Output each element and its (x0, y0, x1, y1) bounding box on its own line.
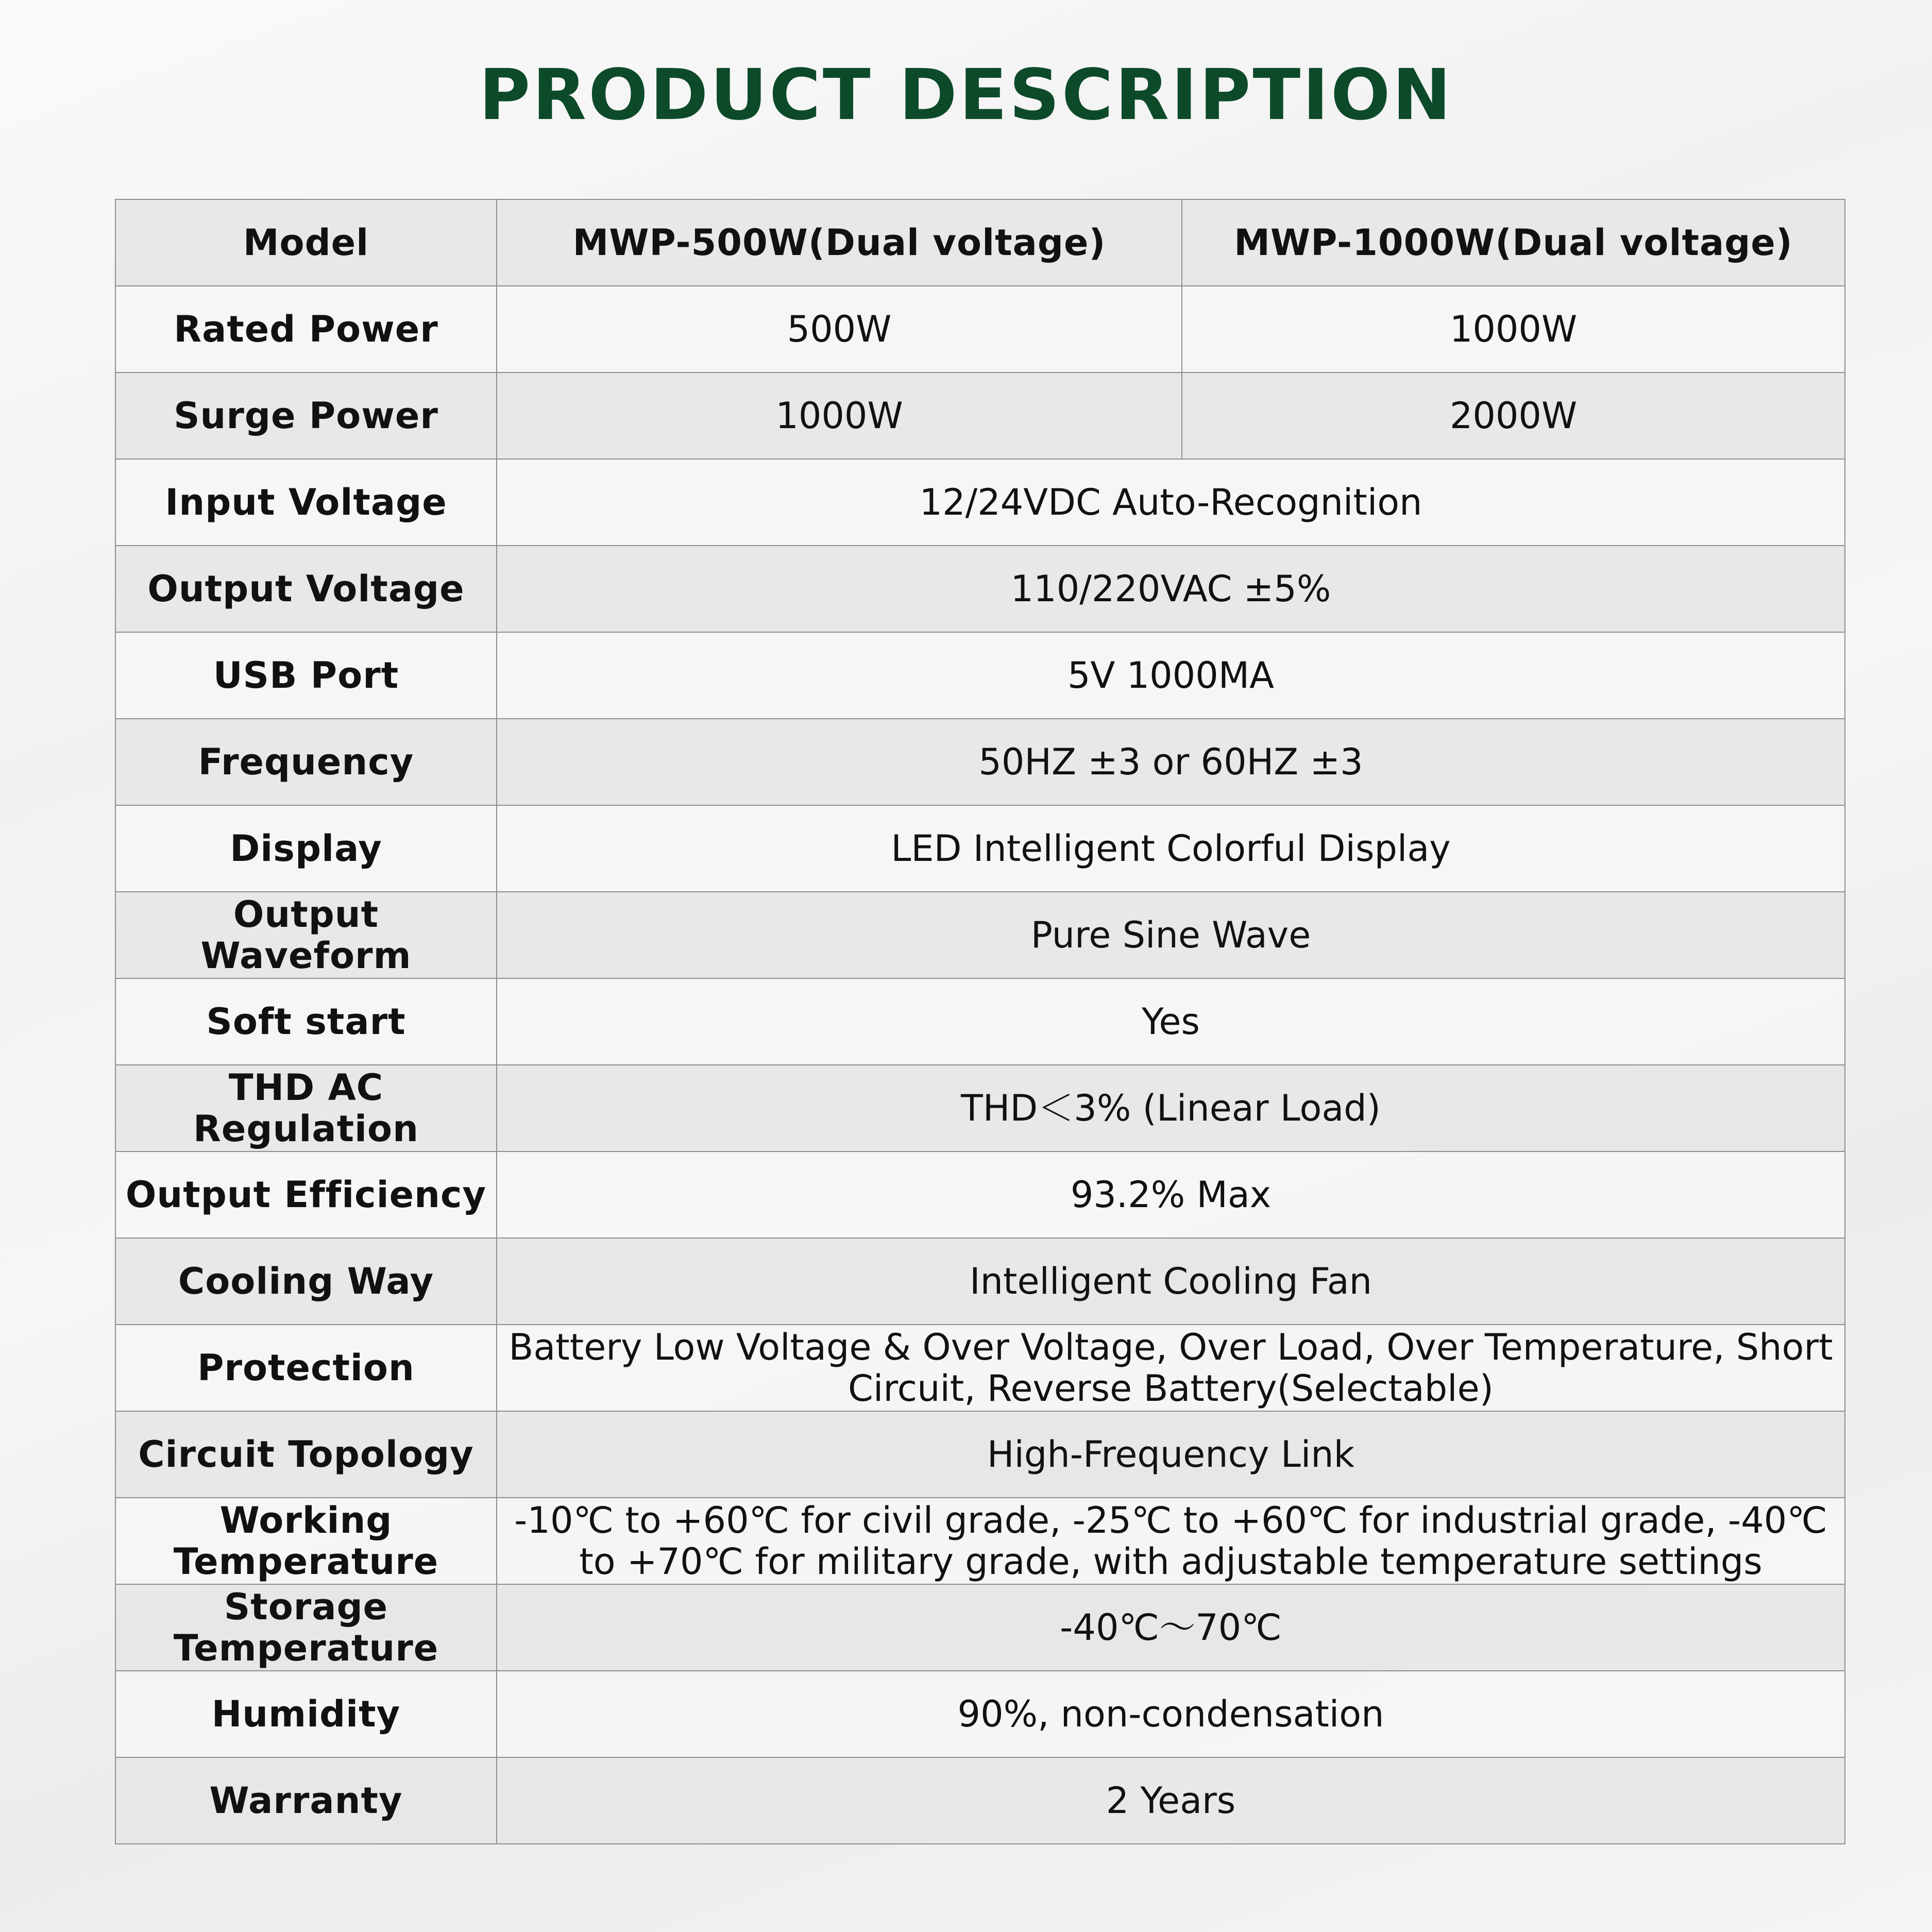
row-value: -10℃ to +60℃ for civil grade, -25℃ to +60℃ for industrial grade, -40℃ to +70℃ for military grade, with adjustable temperature settings (497, 1498, 1845, 1584)
row-label: Circuit Topology (115, 1411, 497, 1498)
row-value-1000w: 1000W (1182, 286, 1845, 372)
row-label: Protection (115, 1325, 497, 1411)
row-value: -40℃～70℃ (497, 1584, 1845, 1671)
row-value: THD＜3% (Linear Load) (497, 1065, 1845, 1151)
table-row (115, 1325, 1845, 1411)
table-row (115, 978, 1845, 1065)
row-value: Yes (497, 978, 1845, 1065)
table-row (115, 286, 1845, 372)
row-label: Output Voltage (115, 546, 497, 632)
row-label: THD AC Regulation (115, 1065, 497, 1151)
row-value-500w: 500W (497, 286, 1182, 372)
row-label: Storage Temperature (115, 1584, 497, 1671)
row-value: 50HZ ±3 or 60HZ ±3 (497, 719, 1845, 805)
row-value-1000w: 2000W (1182, 372, 1845, 459)
row-value: 90%, non-condensation (497, 1671, 1845, 1757)
row-value: Pure Sine Wave (497, 892, 1845, 978)
row-value-500w: 1000W (497, 372, 1182, 459)
table-row (115, 546, 1845, 632)
row-label: Warranty (115, 1757, 497, 1844)
row-value: LED Intelligent Colorful Display (497, 805, 1845, 892)
row-label: Frequency (115, 719, 497, 805)
row-label: USB Port (115, 632, 497, 719)
row-label: Soft start (115, 978, 497, 1065)
table-row (115, 892, 1845, 978)
table-row (115, 1411, 1845, 1498)
row-label: Output Waveform (115, 892, 497, 978)
row-label: Rated Power (115, 286, 497, 372)
table-row (115, 1065, 1845, 1151)
page-title: PRODUCT DESCRIPTION (479, 55, 1453, 136)
row-value: 12/24VDC Auto-Recognition (497, 459, 1845, 546)
spec-table (115, 199, 1845, 1844)
table-row (115, 1584, 1845, 1671)
row-label: Cooling Way (115, 1238, 497, 1325)
row-label: Humidity (115, 1671, 497, 1757)
row-value: 5V 1000MA (497, 632, 1845, 719)
row-value: 2 Years (497, 1757, 1845, 1844)
row-value: High-Frequency Link (497, 1411, 1845, 1498)
table-row (115, 632, 1845, 719)
header-model-1000w: MWP-1000W(Dual voltage) (1182, 199, 1845, 286)
table-row (115, 1671, 1845, 1757)
table-row (115, 719, 1845, 805)
row-label: Display (115, 805, 497, 892)
row-label: Input Voltage (115, 459, 497, 546)
row-label: Surge Power (115, 372, 497, 459)
row-value: Battery Low Voltage & Over Voltage, Over Load, Over Temperature, Short Circuit, Reverse Battery(Selectable) (497, 1325, 1845, 1411)
row-value: 110/220VAC ±5% (497, 546, 1845, 632)
table-row (115, 1151, 1845, 1238)
table-row (115, 1238, 1845, 1325)
table-row (115, 1498, 1845, 1584)
table-row (115, 372, 1845, 459)
row-label: Working Temperature (115, 1498, 497, 1584)
row-label: Output Efficiency (115, 1151, 497, 1238)
table-row (115, 459, 1845, 546)
table-row (115, 805, 1845, 892)
row-value: 93.2% Max (497, 1151, 1845, 1238)
header-model-500w: MWP-500W(Dual voltage) (497, 199, 1182, 286)
table-row (115, 1757, 1845, 1844)
header-label: Model (115, 199, 497, 286)
row-value: Intelligent Cooling Fan (497, 1238, 1845, 1325)
table-header-row (115, 199, 1845, 286)
